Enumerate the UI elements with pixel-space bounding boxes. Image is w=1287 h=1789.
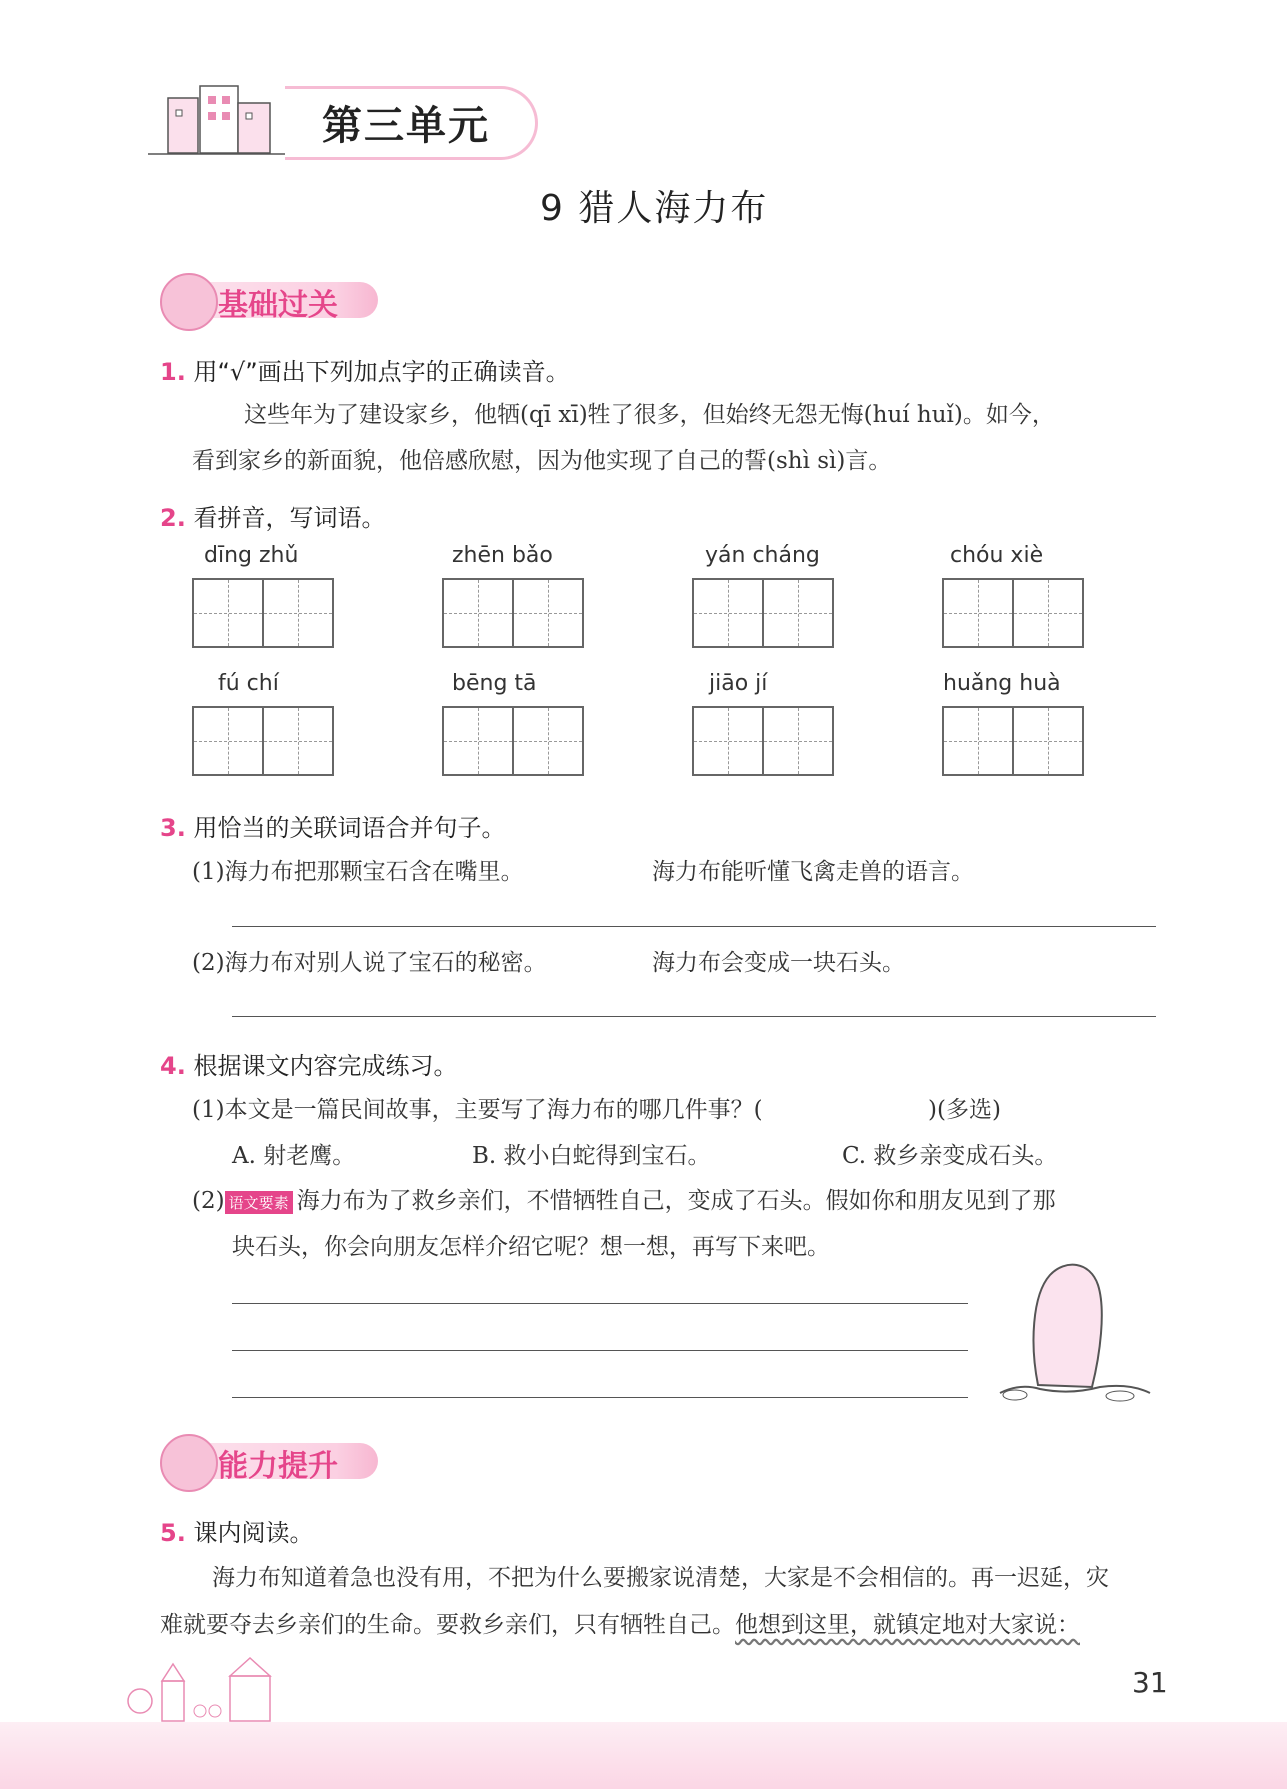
writing-box-8[interactable] — [942, 706, 1084, 776]
q1-prompt — [160, 352, 570, 387]
pinyin-5: fú chí — [218, 671, 279, 696]
writing-box-4[interactable] — [942, 578, 1084, 648]
q5-para-line2 — [160, 1606, 1080, 1639]
q5-number: 5. — [160, 1519, 186, 1547]
q5-para-line1: 海力布知道着急也没有用，不把为什么要搬家说清楚，大家是不会相信的。再一迟延，灾 — [212, 1565, 1109, 1591]
pinyin-7: jiāo jí — [709, 671, 768, 696]
writing-box-5[interactable] — [192, 706, 334, 776]
section-title-basics: 基础过关 — [218, 288, 338, 323]
writing-box-7[interactable] — [692, 706, 834, 776]
pinyin-2: zhēn bǎo — [452, 543, 553, 568]
q2-prompt — [160, 498, 385, 533]
pinyin-1: dīng zhǔ — [204, 543, 299, 568]
writing-box-1[interactable] — [192, 578, 334, 648]
q4-part1: (1)本文是一篇民间故事，主要写了海力布的哪几件事？( — [192, 1097, 763, 1123]
q1-line-2: 看到家乡的新面貌，他倍感欣慰，因为他实现了自己的誓(shì sì)言。 — [192, 448, 892, 474]
section-title-ability: 能力提升 — [218, 1449, 338, 1484]
q4-option-c[interactable]: C. 救乡亲变成石头。 — [842, 1143, 1058, 1169]
answer-line-q4-2[interactable] — [232, 1350, 968, 1351]
grandpa-avatar-icon — [160, 1434, 218, 1492]
writing-box-3[interactable] — [692, 578, 834, 648]
q4-part2-text-a: 海力布为了救乡亲们，不惜牺牲自己，变成了石头。假如你和朋友见到了那 — [296, 1188, 1056, 1214]
answer-line-q3-2[interactable] — [232, 1016, 1156, 1017]
q2-prompt-text: 看拼音，写词语。 — [193, 504, 386, 532]
q4-part1-end: )(多选) — [928, 1097, 1001, 1123]
q3-prompt — [160, 808, 505, 843]
q4-prompt-text: 根据课文内容完成练习。 — [193, 1052, 458, 1080]
q5-prompt — [160, 1513, 313, 1548]
q1-line-1: 这些年为了建设家乡，他牺(qī xī)牲了很多，但始终无怨无悔(huí huǐ)。如今， — [244, 402, 1055, 428]
q3-sentence-2b: 海力布会变成一块石头。 — [652, 950, 905, 976]
q5-para-line2-a: 难就要夺去乡亲们的生命。要救乡亲们，只有牺牲自己。 — [160, 1612, 735, 1638]
q5-wavy-sentence: 他想到这里，就镇定地对大家说： — [735, 1612, 1080, 1638]
unit-title: 第三单元 — [322, 103, 490, 149]
footer-band — [0, 1722, 1287, 1789]
lesson-title: 9 猎人海力布 — [540, 188, 769, 229]
element-tag: 语文要素 — [225, 1191, 293, 1214]
footer-town-illustration — [120, 1656, 360, 1726]
answer-line-q4-1[interactable] — [232, 1303, 968, 1304]
q4-prompt — [160, 1046, 457, 1081]
q4-number: 4. — [160, 1052, 186, 1080]
answer-line-q3-1[interactable] — [232, 926, 1156, 927]
page-number: 31 — [1132, 1666, 1168, 1699]
q3-sentence-1b: 海力布能听懂飞禽走兽的语言。 — [652, 859, 974, 885]
pinyin-4: chóu xiè — [950, 543, 1044, 568]
girl-avatar-icon — [160, 273, 218, 331]
pinyin-3: yán cháng — [705, 543, 820, 568]
q4-part2-line2: 块石头，你会向朋友怎样介绍它呢？想一想，再写下来吧。 — [232, 1234, 830, 1260]
q4-part2-line1 — [192, 1182, 1056, 1215]
writing-box-6[interactable] — [442, 706, 584, 776]
pinyin-8: huǎng huà — [943, 671, 1061, 696]
q3-number: 3. — [160, 814, 186, 842]
buildings-illustration — [148, 68, 298, 168]
q1-number: 1. — [160, 358, 186, 386]
q3-sentence-1a: (1)海力布把那颗宝石含在嘴里。 — [192, 859, 524, 885]
stone-illustration — [980, 1255, 1160, 1405]
q4-option-a[interactable]: A. 射老鹰。 — [232, 1143, 356, 1169]
q3-sentence-2a: (2)海力布对别人说了宝石的秘密。 — [192, 950, 547, 976]
q5-prompt-text: 课内阅读。 — [193, 1519, 314, 1547]
q2-number: 2. — [160, 504, 186, 532]
answer-line-q4-3[interactable] — [232, 1397, 968, 1398]
writing-box-2[interactable] — [442, 578, 584, 648]
q4-option-b[interactable]: B. 救小白蛇得到宝石。 — [472, 1143, 711, 1169]
q1-prompt-text: 用“√”画出下列加点字的正确读音。 — [193, 358, 570, 386]
pinyin-6: bēng tā — [452, 671, 537, 696]
q3-prompt-text: 用恰当的关联词语合并句子。 — [193, 814, 506, 842]
q4-part2-prefix: (2) — [192, 1188, 225, 1214]
